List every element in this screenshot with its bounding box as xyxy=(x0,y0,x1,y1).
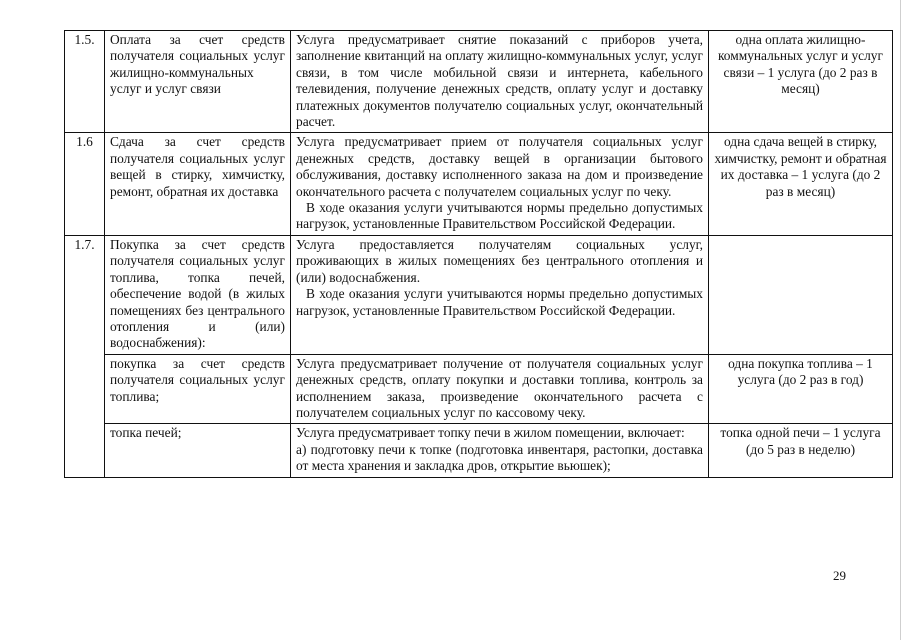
service-name: топка печей; xyxy=(105,424,291,477)
service-description xyxy=(291,31,709,133)
service-name: Сдача за счет средств получателя социальных услуг вещей в стирку, химчистку, ремонт, обратная их доставка xyxy=(105,133,291,235)
service-volume xyxy=(709,235,893,354)
description-paragraph: В ходе оказания услуги учитываются нормы предельно допустимых нагрузок, установленные Правительством Российской Федерации. xyxy=(296,286,703,318)
page-edge-divider xyxy=(900,0,901,640)
service-name: Покупка за счет средств получателя социальных услуг топлива, топка печей, обеспечение водой (в жилых помещениях без центрального отопления и (или) водоснабжения): xyxy=(105,235,291,354)
table-row xyxy=(65,354,893,424)
service-name: покупка за счет средств получателя социальных услуг топлива; xyxy=(105,354,291,424)
table-row xyxy=(65,235,893,354)
table-row xyxy=(65,424,893,477)
table-row xyxy=(65,133,893,235)
page-number: 29 xyxy=(833,568,846,583)
service-volume: одна покупка топлива – 1 услуга (до 2 раз в год) xyxy=(709,354,893,424)
description-paragraph: а) подготовку печи к топке (подготовка инвентаря, растопки, доставка от места хранения и закладка дров, открытие вьюшек); xyxy=(296,441,703,474)
table-row xyxy=(65,31,893,133)
description-paragraph: Услуга предусматривает прием от получателя социальных услуг денежных средств, доставку вещей в организации бытового обслуживания, доставку исполненного заказа на дом и произведение окончательного расчета с получателем социальных услуг по чеку. xyxy=(296,134,703,199)
service-description xyxy=(291,424,709,477)
services-table xyxy=(64,30,893,478)
description-paragraph: Услуга предусматривает топку печи в жилом помещении, включает: xyxy=(296,425,685,441)
description-paragraph: Услуга предусматривает снятие показаний с приборов учета, заполнение квитанций на оплату жилищно-коммунальных услуг, услуг связи, в том числе мобильной связи и интернета, кабельного телевидения, получение денежных средств, оплату услуг и доставку платежных документов получателю социальных услуг, окончательный расчет. xyxy=(296,32,703,130)
service-description xyxy=(291,354,709,424)
row-number: 1.7. xyxy=(65,235,105,477)
row-number: 1.6 xyxy=(65,133,105,235)
service-description xyxy=(291,133,709,235)
service-volume: одна сдача вещей в стирку, химчистку, ремонт и обратная их доставка – 1 услуга (до 2 раз в месяц) xyxy=(709,133,893,235)
service-name: Оплата за счет средств получателя социальных услуг жилищно-коммунальных услуг и услуг связи xyxy=(105,31,291,133)
description-paragraph: В ходе оказания услуги учитываются нормы предельно допустимых нагрузок, установленные Правительством Российской Федерации. xyxy=(296,200,703,232)
service-description xyxy=(291,235,709,354)
description-paragraph: Услуга предусматривает получение от получателя социальных услуг денежных средств, оплату покупки и доставки топлива, контроль за исполнением заказа, произведение окончательного расчета с получателем социальных услуг по кассовому чеку. xyxy=(296,355,703,420)
service-volume: топка одной печи – 1 услуга (до 5 раз в неделю) xyxy=(709,424,893,477)
service-volume: одна оплата жилищно-коммунальных услуг и услуг связи – 1 услуга (до 2 раз в месяц) xyxy=(709,31,893,133)
description-paragraph: Услуга предоставляется получателям социальных услуг, проживающих в жилых помещениях без центрального отопления и (или) водоснабжения. xyxy=(296,236,703,285)
row-number: 1.5. xyxy=(65,31,105,133)
